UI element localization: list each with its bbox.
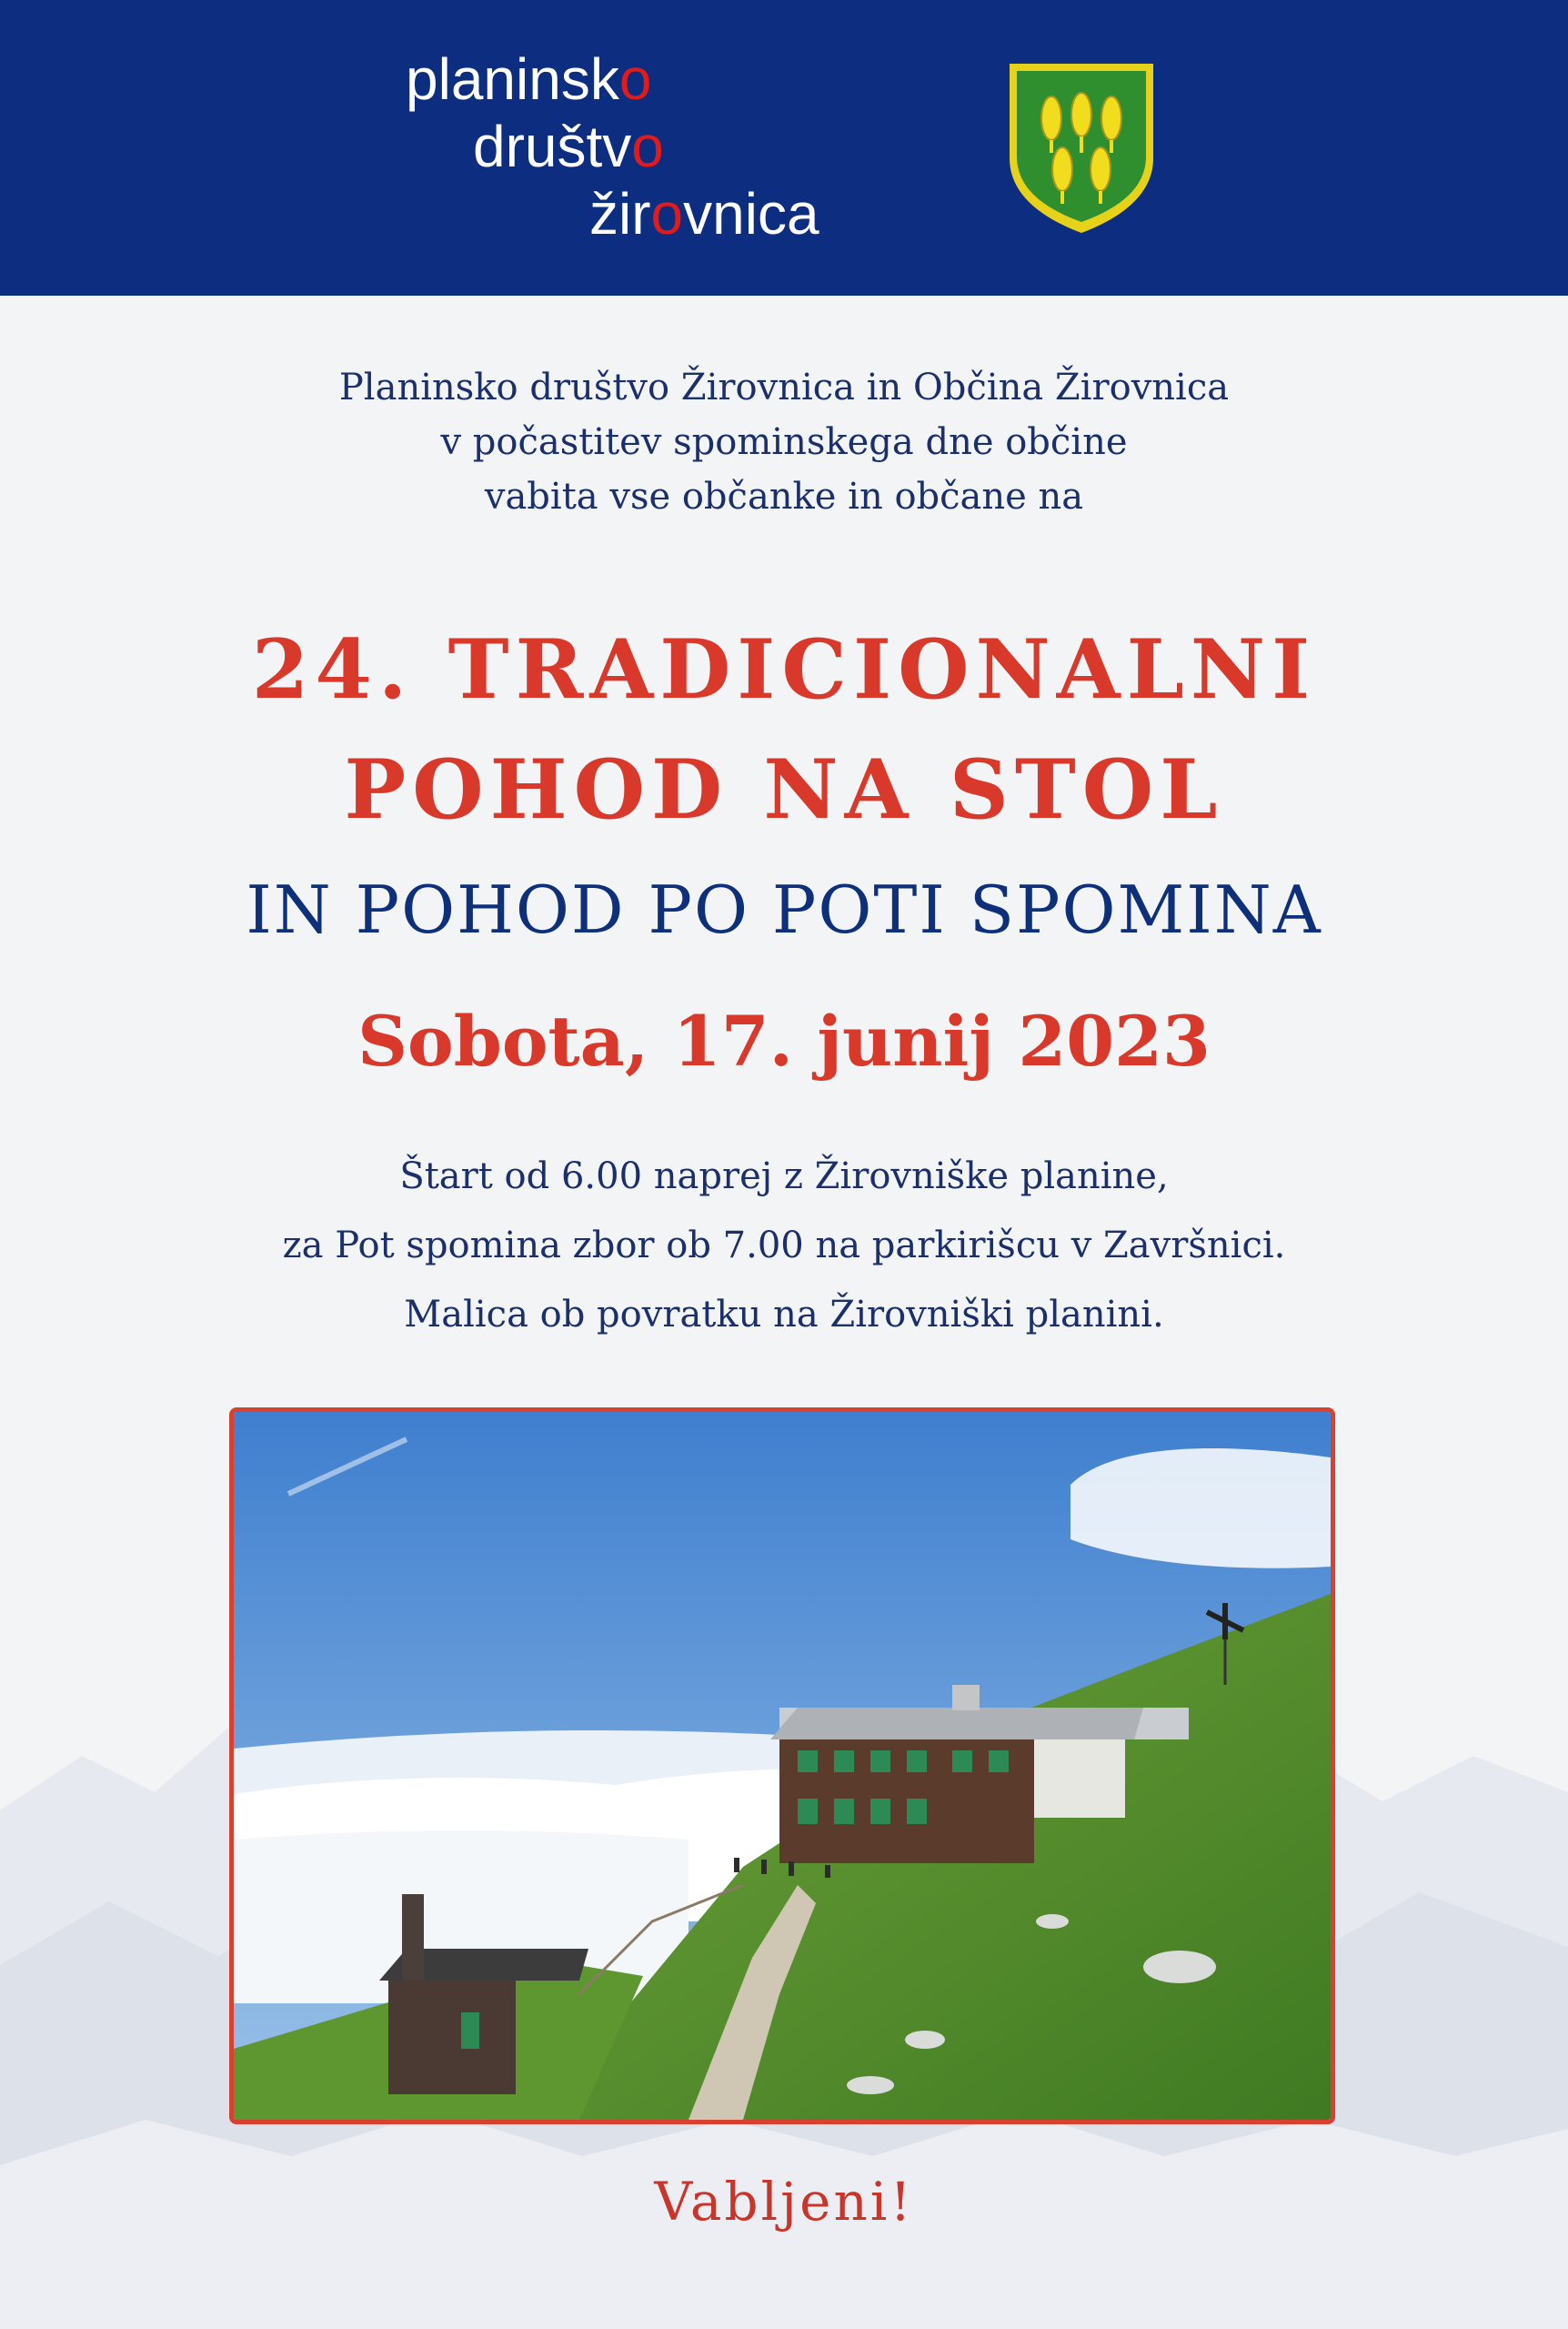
logo-accent-o: o xyxy=(618,46,652,112)
header-banner xyxy=(0,0,1568,296)
event-date: Sobota, 17. junij 2023 xyxy=(357,1001,1211,1082)
logo-line-2: društvo xyxy=(473,114,664,179)
event-title-line-2: POHOD NA STOL xyxy=(344,741,1224,838)
photo-scene xyxy=(234,1412,1331,2120)
info-line-2: za Pot spomina zbor ob 7.00 na parkirišcu v Završnici. xyxy=(282,1225,1286,1266)
logo-line-1: planinsko xyxy=(406,46,652,112)
intro-line-3: vabita vse občanke in občane na xyxy=(484,476,1084,518)
event-info xyxy=(0,1142,1568,1349)
info-line-1: Štart od 6.00 naprej z Žirovniške planine, xyxy=(399,1155,1169,1197)
intro-line-2: v počastitev spominskega dne občine xyxy=(440,421,1128,463)
closing-text: Vabljeni! xyxy=(654,2171,914,2233)
info-line-3: Malica ob povratku na Žirovniški planini. xyxy=(404,1294,1164,1336)
mountain-hut-photo xyxy=(229,1407,1335,2124)
logo-line-3: žirovnica xyxy=(589,181,819,247)
club-logo xyxy=(406,45,819,247)
logo-accent-o: o xyxy=(631,114,664,179)
intro-text xyxy=(0,360,1568,524)
event-title-line-1: 24. TRADICIONALNI xyxy=(251,621,1317,718)
wheat-sheaves-crest-icon xyxy=(1004,58,1159,237)
event-title xyxy=(0,610,1568,850)
logo-accent-o: o xyxy=(650,181,684,247)
intro-line-1: Planinsko društvo Žirovnica in Občina Žirovnica xyxy=(338,367,1230,408)
event-subtitle: IN POHOD PO POTI SPOMINA xyxy=(246,872,1322,948)
